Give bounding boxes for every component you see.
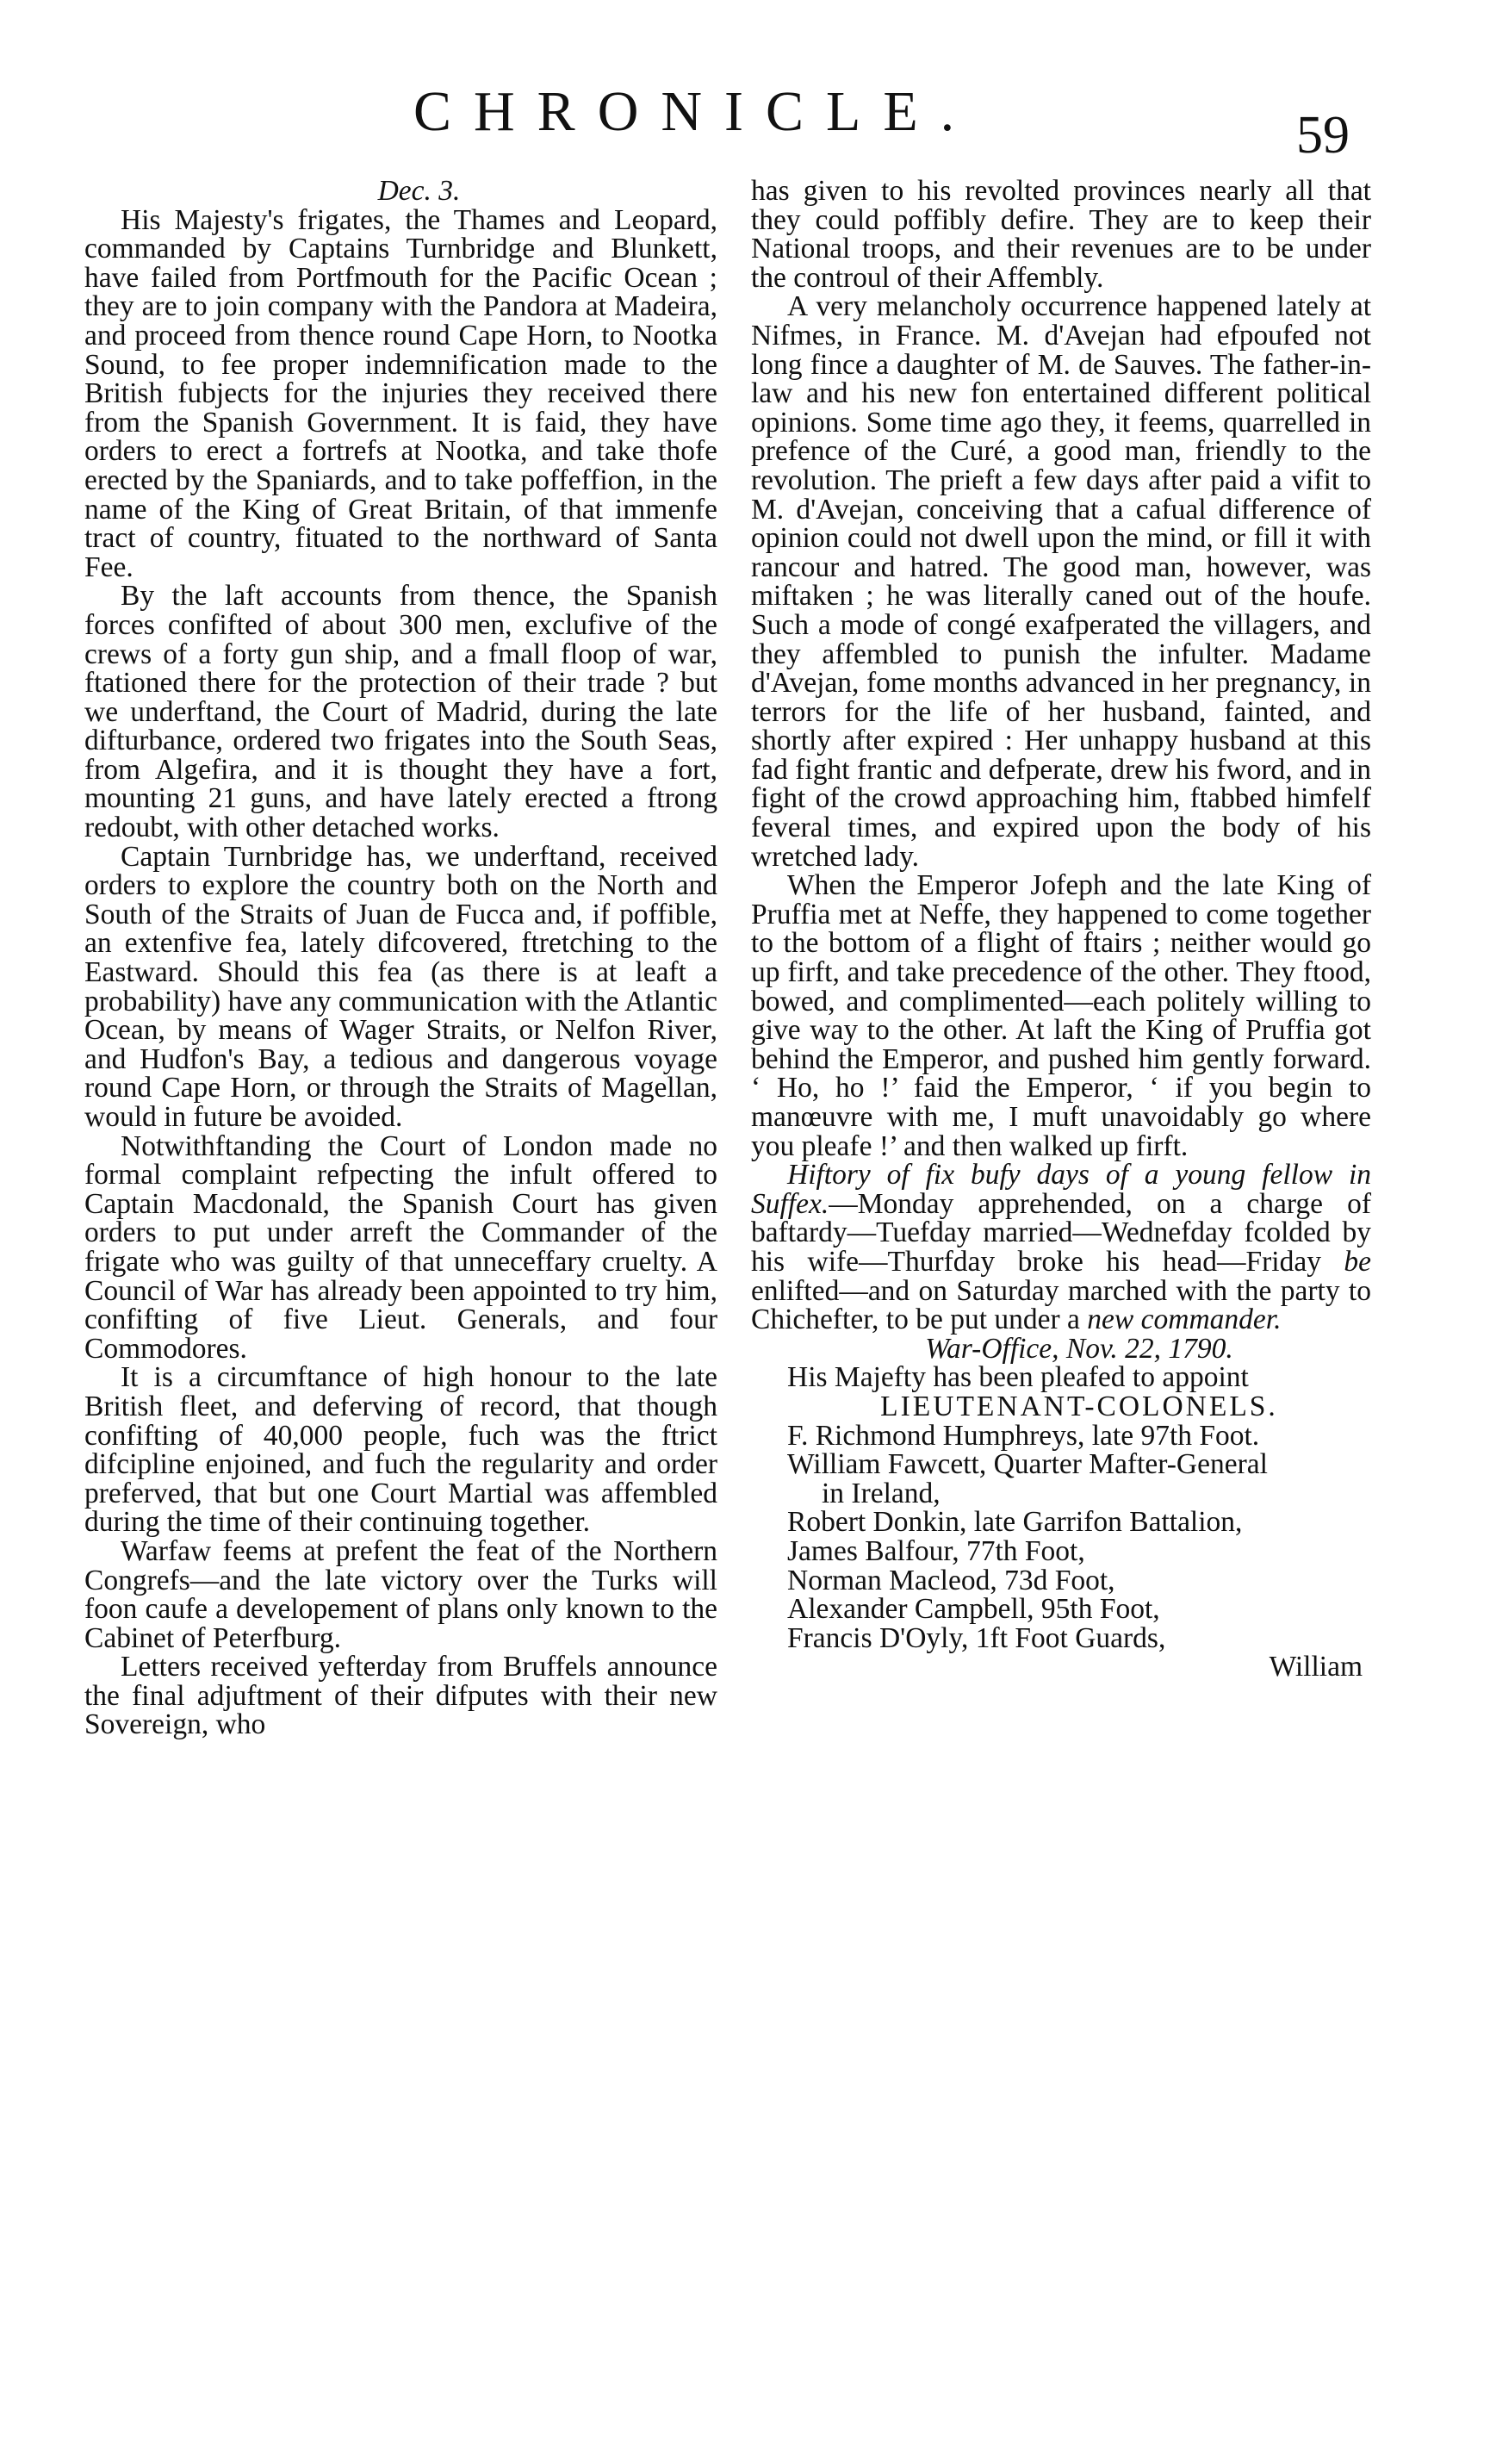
history-title: Hiftory of fix bufy days of a young fellow in Suffex. (751, 1159, 1371, 1220)
history-new-commander: new commander. (1087, 1304, 1282, 1336)
running-head (0, 79, 1490, 165)
appointments-heading: LIEUTENANT-COLONELS. (880, 1390, 1278, 1422)
paragraph-british-fleet: It is a circumftance of high honour to the late British fleet, and deferving of record, that though confifting of 40,000 people, fuch was the ftrict difcipline enjoined, and fuch the regularity and order preferved, that but one Court Martial was affembled during the time of their continuing together. (84, 1361, 717, 1539)
right-column (751, 177, 1371, 1682)
history-text-1: —Monday apprehended, on a charge of baftardy—Tuefday married—Wednefday fcolded by his wife—Thurfday broke his head—Friday (751, 1187, 1371, 1278)
war-office-dateline: War-Office, Nov. 22, 1790. (925, 1332, 1233, 1365)
dateline: Dec. 3. (377, 175, 461, 207)
appointment-line: Francis D'Oyly, 1ft Foot Guards, (787, 1621, 1166, 1654)
history-be: be (1344, 1245, 1371, 1278)
paragraph-emperor-joseph: When the Emperor Jofeph and the late King of Pruffia met at Neffe, they happened to come together to the bottom of a flight of ftairs ; neither would go up firft, and take precedence of the other. They ftood, bowed, and complimented—each politely willing to give way to the other. At laft the King of Pruffia got behind the Emperor, and pushed him gently forward. ‘ Ho, ho !’ faid the Emperor, ‘ if you begin to manœuvre with me, I muft unavoidably go where you pleafe !’ and then walked up firft. (751, 869, 1371, 1162)
paragraph-spanish-forces: By the laft accounts from thence, the Spanish forces confifted of about 300 men, exclufive of the crews of a forty gun ship, and a fmall floop of war, ftationed there for the protection of their trade ? but we underftand, the Court of Madrid, during the late difturbance, ordered two frigates into the South Seas, from Algefira, and it is thought they have a fort, mounting 21 guns, and have lately erected a ftrong redoubt, with other detached works. (84, 580, 717, 844)
paragraph-nismes: A very melancholy occurrence happened lately at Nifmes, in France. M. d'Avejan had efpoufed not long fince a daughter of M. de Sauves. The father-in-law and his new fon entertained different political opinions. Some time ago they, it feems, quarrelled in prefence of the Curé, a good man, friendly to the revolution. The prieft a few days after paid a vifit to M. d'Avejan, conceiving that a cafual difference of opinion could not dwell upon the mind, or fill it with rancour and hatred. The good man, however, was miftaken ; he was literally caned out of the houfe. Such a mode of congé exafperated the villagers, and they affembled to punish the infulter. Madame d'Avejan, fome months advanced in her pregnancy, in terrors for the life of her husband, fainted, and shortly after expired : Her unhappy husband at this fad fight frantic and defperate, drew his fword, and in fight of the crowd approaching him, ftabbed himfelf feveral times, and expired upon the body of his wretched lady. (751, 290, 1371, 873)
appointment-line: William Fawcett, Quarter Mafter-General (787, 1448, 1268, 1481)
paragraph-brussels: Letters received yefterday from Bruffels announce the final adjuftment of their difputes with their new Sovereign, who (84, 1651, 717, 1741)
appointment-line: Norman Macleod, 73d Foot, (787, 1564, 1115, 1596)
appointment-line: in Ireland, (822, 1477, 941, 1509)
paragraph-brussels-continued: has given to his revolted provinces nearly all that they could poffibly defire. They are to keep their National troops, and their revenues are to be under the controul of their Affembly. (751, 175, 1371, 294)
paragraph-warsaw: Warfaw feems at prefent the feat of the Northern Congrefs—and the late victory over the Turks will foon caufe a developement of plans only known to the Cabinet of Peterfburg. (84, 1534, 717, 1654)
left-column (84, 177, 717, 1739)
history-text-2: enlifted—and on Saturday marched with the party to Chichefter, to be put under a (751, 1274, 1371, 1336)
appointment-line: Alexander Campbell, 95th Foot, (787, 1593, 1160, 1626)
running-title: CHRONICLE. (413, 80, 978, 143)
paragraph-frigates: His Majesty's frigates, the Thames and Leopard, commanded by Captains Turnbridge and Blunkett, have failed from Portfmouth for the Pacific Ocean ; they are to join company with the Pandora at Madeira, and proceed from thence round Cape Horn, to Nootka Sound, to fee proper indemnification made to the British fubjects for the injuries they received there from the Spanish Government. It is faid, they have orders to erect a fortrefs at Nootka, and take thofe erected by the Spaniards, and to take poffeffion, in the name of the King of Great Britain, of that immenfe tract of country, fituated to the northward of Santa Fee. (84, 203, 717, 583)
catchword: William (1269, 1651, 1363, 1683)
appointment-intro: His Majefty has been pleafed to appoint (787, 1361, 1249, 1394)
paragraph-captain-turnbridge: Captain Turnbridge has, we underftand, received orders to explore the country both on the North and South of the Straits of Juan de Fucca and, if poffible, an extenfive fea, lately difcovered, ftretching to the Eastward. Should this fea (as there is at leaft a probability) have any communication with the Atlantic Ocean, by means of Wager Straits, or Nelfon River, and Hudfon's Bay, a tedious and dangerous voyage round Cape Horn, or through the Straits of Magellan, would in future be avoided. (84, 840, 717, 1133)
page-number: 59 (1296, 106, 1350, 165)
appointment-line: Robert Donkin, late Garrifon Battalion, (787, 1506, 1243, 1539)
paragraph-court-of-london: Notwithftanding the Court of London made no formal complaint refpecting the infult offered to Captain Macdonald, the Spanish Court has given orders to put under arreft the Commander of the frigate who was guilty of that unneceffary cruelty. A Council of War has already been appointed to try him, confifting of five Lieut. Generals, and four Commodores. (84, 1129, 717, 1365)
appointment-line: James Balfour, 77th Foot, (787, 1534, 1085, 1567)
appointment-line: F. Richmond Humphreys, late 97th Foot. (787, 1419, 1260, 1452)
paragraph-history (751, 1160, 1371, 1335)
